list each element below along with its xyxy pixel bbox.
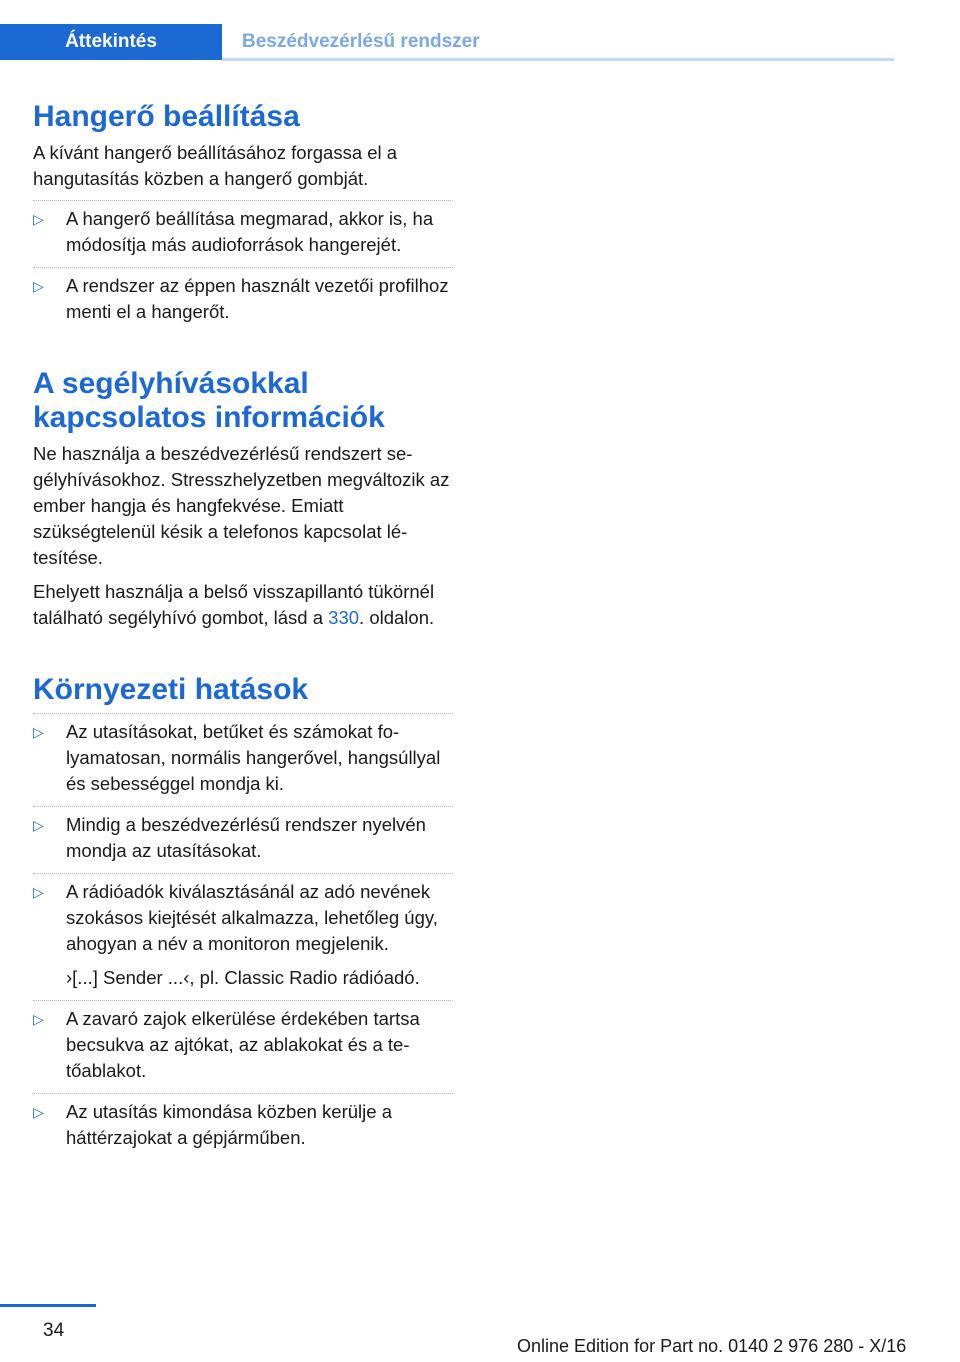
page-header (0, 0, 960, 64)
list-item-text: A hangerő beállítása megmarad, akkor is, ha módosítja más audioforrások hangerejét. (66, 208, 434, 255)
list-item (33, 806, 453, 864)
list-item-example: ›[...] Sender ...‹, pl. Classic Radio rádióadó. (66, 967, 420, 988)
list-item-text: A rendszer az éppen használt vezetői profilhoz menti el a hangerőt. (66, 275, 449, 322)
heading-environment: Környezeti hatások (33, 673, 309, 706)
emergency-paragraph-reference (33, 579, 453, 631)
page-content (33, 100, 453, 1160)
list-item (33, 713, 453, 797)
triangle-bullet-icon: ▷ (33, 211, 44, 227)
section-tab[interactable]: Beszédvezérlésű rendszer (242, 31, 480, 52)
list-item (33, 200, 453, 258)
list-item-text: Az utasításokat, betűket és számokat folyamatosan, normális hangerővel, hangsúllyal és sebességgel mondja ki. (66, 721, 441, 794)
list-item-text: A rádióadók kiválasztásánál az adó nevének szokásos kiejtését alkalmazza, lehetőleg úgy, ahogyan a név a monitoron megjelenik. (66, 881, 438, 954)
list-item-text: Az utasítás kimondása közben kerülje a háttérzajokat a gépjárműben. (66, 1101, 392, 1148)
environment-bullet-list (33, 713, 453, 1151)
chapter-tab[interactable]: Áttekintés (0, 24, 222, 60)
heading-volume: Hangerő beállítása (33, 100, 300, 133)
volume-intro: A kívánt hangerő beállításához forgassa el a hangutasítás közben a hangerő gombját. (33, 142, 398, 189)
volume-bullet-list (33, 200, 453, 325)
list-item (33, 1093, 453, 1151)
triangle-bullet-icon: ▷ (33, 278, 44, 294)
triangle-bullet-icon: ▷ (33, 817, 44, 833)
list-item (33, 267, 453, 325)
triangle-bullet-icon: ▷ (33, 884, 44, 900)
triangle-bullet-icon: ▷ (33, 724, 44, 740)
edition-note: Online Edition for Part no. 0140 2 976 280 - X/16 (517, 1336, 907, 1356)
triangle-bullet-icon: ▷ (33, 1011, 44, 1027)
list-item-text: A zavaró zajok elkerülése érdekében tartsa becsukva az ajtókat, az ablakokat és a tetőablakot. (66, 1008, 420, 1081)
reference-text-after: . oldalon. (359, 607, 435, 628)
page-number: 34 (43, 1320, 65, 1341)
footer-divider (0, 1304, 96, 1307)
reference-text-before: Ehelyett használja a belső visszapillantó tükörnél található segélyhívó gombot, lásd a (33, 581, 435, 628)
triangle-bullet-icon: ▷ (33, 1104, 44, 1120)
list-item (33, 1000, 453, 1084)
page-reference-link[interactable]: 330 (328, 607, 360, 628)
emergency-paragraph: Ne használja a beszédvezérlésű rendszert segélyhívásokhoz. Stresszhelyzetben megváltozik az ember hangja és hangfekvése. Emiatt szükségtelenül késik a telefonos kapcsolat létesítése. (33, 443, 450, 568)
list-item (33, 873, 453, 991)
list-item-text: Mindig a beszédvezérlésű rendszer nyelvén mondja az utasításokat. (66, 814, 426, 861)
header-divider (222, 58, 894, 61)
heading-emergency: A segélyhívásokkal kapcsolatos információk (33, 367, 385, 434)
